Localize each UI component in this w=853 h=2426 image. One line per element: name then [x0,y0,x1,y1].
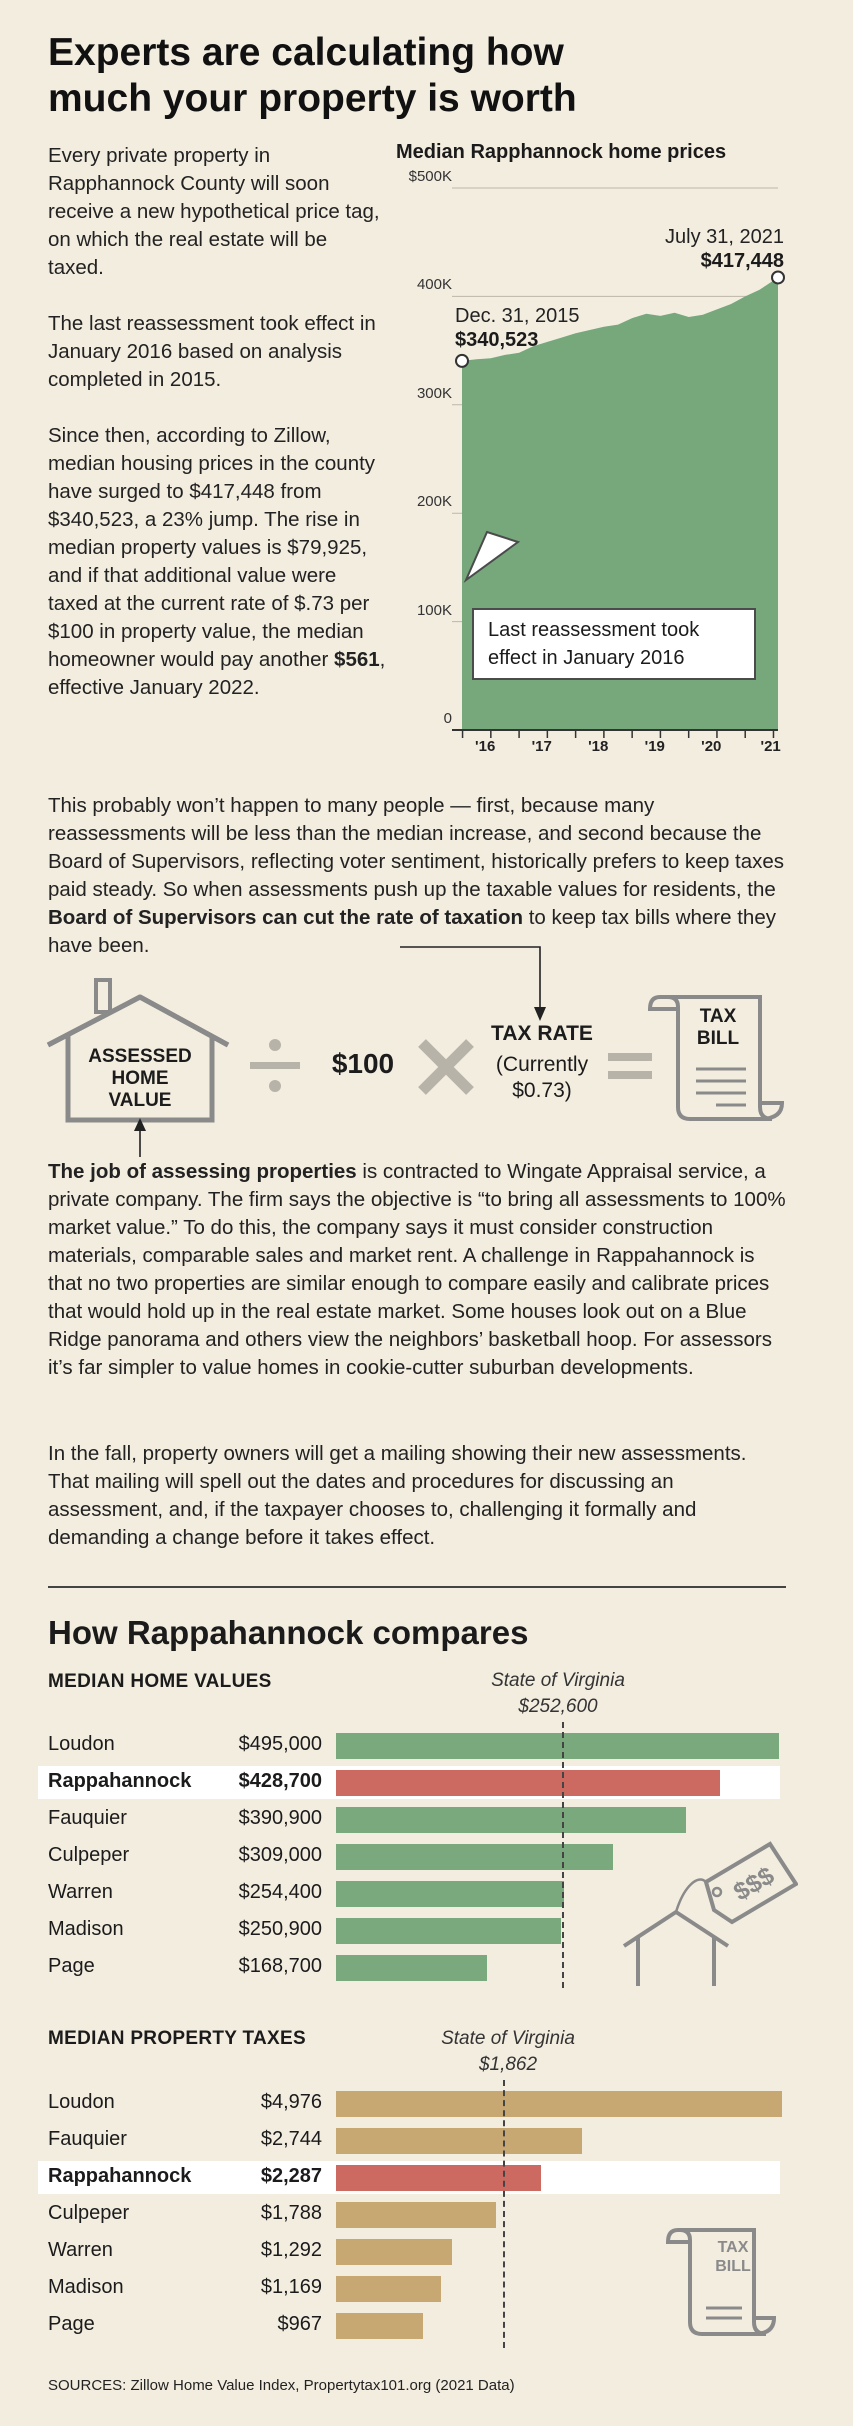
home-values-state-label: State of Virginia [491,1670,625,1691]
bar-value-label: $254,400 [238,1881,322,1903]
bar [336,1844,613,1870]
home-values-heading: MEDIAN HOME VALUES [48,1671,272,1692]
small-bill-line-1: TAX [717,2239,749,2256]
y-tick-label: 0 [443,710,452,727]
bar-row [38,1729,780,1762]
bar [336,1955,487,1981]
bar [336,2313,423,2339]
assessed-home-value-label [78,1046,202,1112]
intro-p3-text: Since then, according to Zillow, median housing prices in the county have surged to $417,448 from $340,523, a 23% jump. The rise in median property values is $79,925, and if that additional value were taxed at the current rate of $.73 per $100 in property value, the median homeowner would pay another [48,424,376,671]
para2-text: This probably won’t happen to many people — first, because many reassessments will be less than the median increase, and second because the Board of Supervisors, reflecting voter sentiment, historically prefers to keep taxes paid steady. So when assessments push up the taxable values for residents, the [48,794,785,901]
bar-value-label: $250,900 [238,1918,322,1940]
bill-line-2: BILL [696,1028,740,1049]
paragraph-3 [48,1158,786,1382]
intro-p3-end: , effective January 2022. [48,648,386,699]
bar-category-label: Culpeper [48,2202,130,2224]
bar-category-label: Warren [48,2239,113,2261]
bar-value-label: $1,292 [260,2239,322,2261]
home-values-state-reference-line [562,1722,564,1988]
small-bill-line-2: BILL [715,2258,751,2275]
end-value-label: $417,448 [700,250,784,272]
bar-row [38,1766,780,1799]
start-value-label: $340,523 [455,329,539,351]
bar-row [38,2161,780,2194]
assessed-line-2: HOME [111,1068,169,1089]
bar-category-label: Loudon [48,2091,115,2113]
bar [336,1918,561,1944]
bar [336,2128,582,2154]
bar-category-label: Rappahannock [48,2165,192,2187]
start-date-label: Dec. 31, 2015 [455,305,580,327]
section-divider [48,1586,786,1588]
bar-category-label: Fauquier [48,2128,127,2150]
property-taxes-state-label: State of Virginia [441,2028,575,2049]
bar-category-label: Culpeper [48,1844,130,1866]
home-values-state-value: $252,600 [518,1696,598,1717]
sources-note: SOURCES: Zillow Home Value Index, Propertytax101.org (2021 Data) [48,2377,515,2394]
assessed-line-3: VALUE [108,1090,172,1111]
y-tick-label: 400K [416,276,452,294]
x-tick-label: '19 [644,738,665,755]
x-tick-label: '21 [760,738,781,755]
bar-value-label: $2,744 [260,2128,322,2150]
rate-value: $0.73) [512,1079,572,1102]
end-date-label: July 31, 2021 [665,226,784,248]
divisor-label: $100 [331,1048,395,1079]
x-tick-label: '20 [701,738,722,755]
bar-category-label: Loudon [48,1733,115,1755]
bar-value-label: $168,700 [238,1955,322,1977]
bar [336,1770,720,1796]
para2-end: to keep tax bills where they have been. [48,906,776,957]
house-price-tag-icon [618,1826,798,1996]
equals-icon [608,1053,652,1079]
bar-value-label: $967 [277,2313,322,2335]
intro-p3-bold: $561 [334,648,380,671]
tax-rate-label: TAX RATE [491,1022,593,1045]
bar-row [38,2087,780,2120]
intro-paragraph-3 [48,422,388,702]
start-point-marker [456,355,468,367]
bar-value-label: $2,287 [260,2165,322,2187]
intro-paragraph-2: The last reassessment took effect in January 2016 based on analysis completed in 2015. [48,312,376,391]
y-tick-label: $500K [408,168,452,185]
page-title [48,30,828,122]
property-taxes-heading: MEDIAN PROPERTY TAXES [48,2028,306,2049]
property-taxes-state-reference-line [503,2080,505,2348]
property-taxes-state-value: $1,862 [478,2054,538,2075]
bar-value-label: $309,000 [238,1844,322,1866]
house-roof-outline [48,997,228,1045]
bar [336,1881,564,1907]
y-tick-label: 200K [416,493,452,511]
bar [336,1733,779,1759]
bar [336,2276,441,2302]
y-tick-label: 100K [416,601,452,619]
formula-connector-line [400,947,540,1009]
title-line-1: Experts are calculating how [48,31,564,74]
bar-category-label: Fauquier [48,1807,127,1829]
bar-category-label: Page [48,1955,95,1977]
intro-paragraph-1: Every private property in Rapphannock County will soon receive a new hypothetical price tag, on which the real estate will be taxed. [48,144,380,279]
bar-category-label: Madison [48,2276,124,2298]
para3-text: is contracted to Wingate Appraisal service, a private company. The firm says the objective is “to bring all assessments to 100% market value.” To do this, the company says it must consider construction materials, comparable sales and market rent. A challenge in Rappahannock is that no two properties are similar enough to compare easily and calibrate prices that would hold up in the real estate market. Some houses look out on a Blue Ridge panorama and others view the neighbors’ basketball hoop. For assessors it’s far simpler to value homes in cookie-cutter suburban developments. [48,1160,786,1379]
paragraph-4: In the fall, property owners will get a mailing showing their new assessments. That mailing will spell out the dates and procedures for discussing an assessment, and, if the taxpayer chooses to, challenging it formally and demanding a change before it takes effect. [48,1442,747,1549]
y-tick-label: 300K [416,384,452,402]
bill-line-1: TAX [699,1006,737,1027]
multiply-icon [422,1043,470,1091]
bar-category-label: Madison [48,1918,124,1940]
assessed-line-1: ASSESSED [88,1046,192,1067]
bar-value-label: $495,000 [238,1733,322,1755]
para2-bold: Board of Supervisors can cut the rate of taxation [48,906,524,929]
bar-category-label: Warren [48,1881,113,1903]
price-tag-text: $$$ [728,1861,780,1907]
tax-bill-label [678,1006,758,1050]
current-rate-label [480,1052,604,1104]
bar-value-label: $4,976 [260,2091,322,2113]
bar [336,2202,496,2228]
compare-title: How Rappahannock compares [48,1614,529,1651]
bar-row [38,2124,780,2157]
bar [336,2091,782,2117]
x-tick-label: '17 [531,738,552,755]
para3-bold: The job of assessing properties [48,1160,357,1183]
tag-string [676,1880,706,1912]
bar-value-label: $1,169 [260,2276,322,2298]
currently-text: (Currently [495,1053,589,1076]
house-chimney [96,980,110,1012]
small-bill-label [688,2238,778,2276]
bar-value-label: $1,788 [260,2202,322,2224]
formula-arrow-down [534,1007,546,1021]
bar [336,2239,452,2265]
bar-value-label: $390,900 [238,1807,322,1829]
x-tick-label: '18 [588,738,609,755]
bar [336,2165,541,2191]
bar-category-label: Rappahannock [48,1770,192,1792]
x-tick-label: '16 [475,738,496,755]
end-point-marker [772,271,784,283]
divide-icon [250,1039,300,1092]
bar-value-label: $428,700 [238,1770,322,1792]
bar-category-label: Page [48,2313,95,2335]
reassessment-callout: Last reassessment took effect in January 2016 [472,608,756,680]
title-line-2: much your property is worth [48,77,577,120]
price-chart-title: Median Rapphannock home prices [396,141,727,163]
